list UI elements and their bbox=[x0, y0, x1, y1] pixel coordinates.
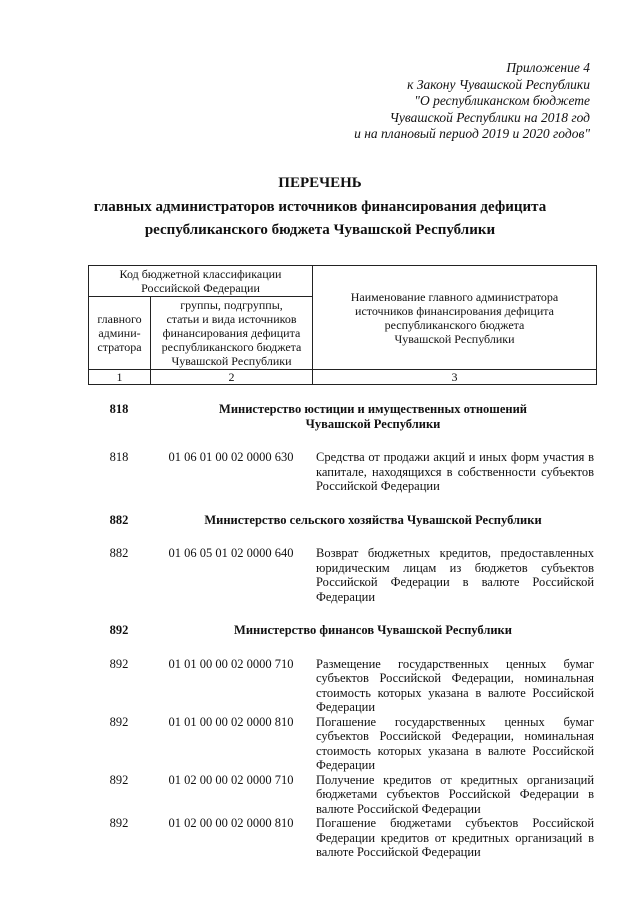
table-row bbox=[88, 715, 596, 773]
header-col2-code: группы, подгруппы, статьи и вида источников финансирования дефицита республиканского бюджета Чувашской Республики bbox=[151, 297, 313, 370]
appendix-line: Чувашской Республики на 2018 год bbox=[389, 109, 590, 125]
source-name: Получение кредитов от кредитных организаций бюджетами субъектов Российской Федерации в валюте Российской Федерации bbox=[316, 772, 595, 816]
appendix-line: и на плановый период 2019 и 2020 годов" bbox=[354, 126, 590, 141]
appendix-header bbox=[290, 60, 590, 143]
source-code: 01 06 05 01 02 0000 640 bbox=[168, 546, 294, 560]
source-name: Размещение государственных ценных бумаг субъектов Российской Федерации, номинальная стоимость которых указана в валюте Российской Федерации bbox=[316, 656, 595, 714]
ministry-name: Министерство юстиции и имущественных отношений Чувашской Республики bbox=[219, 402, 527, 431]
ministry-row bbox=[88, 513, 596, 528]
header-col1-admin: главного админи- стратора bbox=[89, 297, 151, 370]
source-code: 01 02 00 00 02 0000 710 bbox=[168, 772, 294, 787]
document-title bbox=[40, 172, 600, 243]
table-row bbox=[88, 657, 596, 715]
table-row bbox=[88, 450, 596, 494]
admin-code: 818 bbox=[109, 450, 129, 464]
ministry-code: 818 bbox=[109, 402, 129, 416]
table-row bbox=[88, 816, 596, 860]
source-code: 01 01 00 00 02 0000 710 bbox=[168, 656, 294, 671]
source-code: 01 02 00 00 02 0000 810 bbox=[168, 816, 294, 830]
admin-code: 892 bbox=[109, 772, 129, 787]
header-classification-group: Код бюджетной классификации Российской Федерации bbox=[89, 266, 313, 297]
appendix-line: Приложение 4 bbox=[506, 60, 590, 75]
source-code: 01 01 00 00 02 0000 810 bbox=[168, 714, 294, 729]
table-header bbox=[88, 265, 597, 385]
ministry-row bbox=[88, 402, 596, 431]
admin-code: 892 bbox=[109, 714, 129, 729]
source-name: Погашение государственных ценных бумаг субъектов Российской Федерации, номинальная стоимость которых указана в валюте Российской Федерации bbox=[316, 714, 595, 772]
ministry-name: Министерство финансов Чувашской Республики bbox=[234, 623, 512, 637]
source-name: Возврат бюджетных кредитов, предоставленных юридическим лицам из бюджетов субъектов Российской Федерации в валюте Российской Федерации bbox=[316, 546, 595, 604]
appendix-line: к Закону Чувашской Республики bbox=[407, 76, 590, 92]
admin-code: 882 bbox=[109, 546, 129, 560]
column-number: 2 bbox=[151, 370, 313, 385]
table-body bbox=[88, 402, 596, 860]
title-line: республиканского бюджета Чувашской Республики bbox=[144, 222, 496, 238]
source-code: 01 06 01 00 02 0000 630 bbox=[168, 450, 294, 464]
admin-code: 892 bbox=[109, 656, 129, 671]
table-row bbox=[88, 773, 596, 817]
ministry-code: 882 bbox=[109, 512, 129, 527]
column-number: 3 bbox=[313, 370, 597, 385]
ministry-name: Министерство сельского хозяйства Чувашской Республики bbox=[204, 512, 542, 527]
admin-code: 892 bbox=[109, 816, 129, 830]
column-number: 1 bbox=[89, 370, 151, 385]
source-name: Погашение бюджетами субъектов Российской Федерации кредитов от кредитных организаций в валюте Российской Федерации bbox=[316, 816, 595, 859]
ministry-code: 892 bbox=[109, 623, 129, 637]
header-col3-name: Наименование главного администратора источников финансирования дефицита республиканского бюджета Чувашской Республики bbox=[313, 266, 597, 370]
title-line: главных администраторов источников финансирования дефицита bbox=[93, 198, 547, 215]
source-name: Средства от продажи акций и иных форм участия в капитале, находящихся в собственности субъектов Российской Федерации bbox=[316, 450, 595, 493]
title-line: ПЕРЕЧЕНЬ bbox=[278, 175, 362, 191]
appendix-line: "О республиканском бюджете bbox=[414, 93, 590, 108]
table-row bbox=[88, 546, 596, 604]
ministry-row bbox=[88, 623, 596, 638]
